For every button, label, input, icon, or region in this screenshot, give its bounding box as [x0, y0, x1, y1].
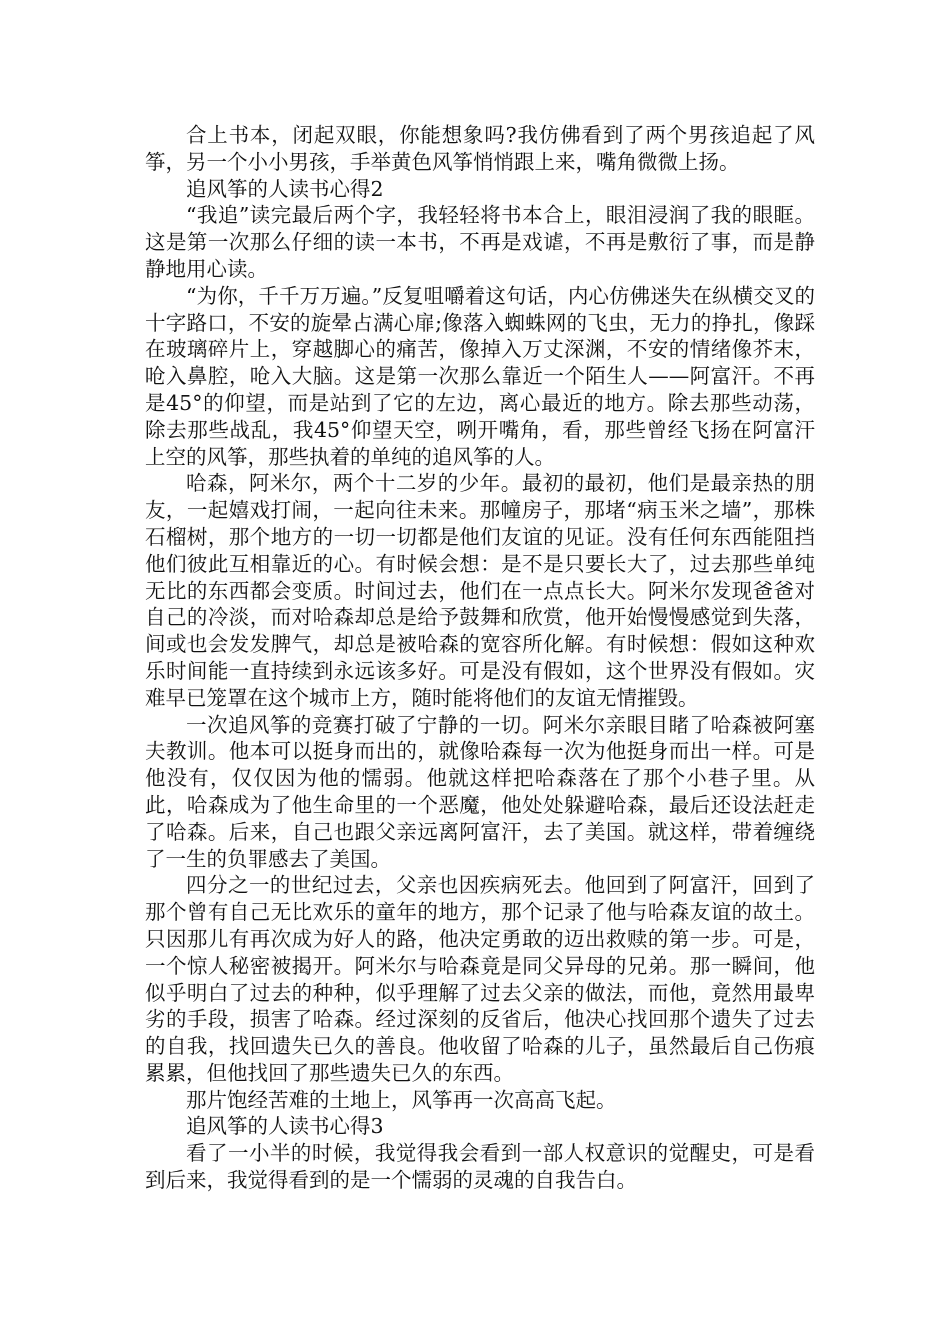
- paragraph: 四分之一的世纪过去，父亲也因疾病死去。他回到了阿富汗，回到了那个曾有自己无比欢乐的童年的地方，那个记录了他与哈森友谊的故土。只因那儿有再次成为好人的路，他决定勇敢的迈出救赎的第一步。可是，一个惊人秘密被揭开。阿米尔与哈森竟是同父异母的兄弟。那一瞬间，他似乎明白了过去的种种，似乎理解了过去父亲的做法，而他，竟然用最卑劣的手段，损害了哈森。经过深刻的反省后，他决心找回那个遗失了过去的自我，找回遗失已久的善良。他收留了哈森的儿子，虽然最后自己伤痕累累，但他找回了那些遗失已久的东西。: [145, 873, 815, 1085]
- paragraph: 合上书本，闭起双眼，你能想象吗?我仿佛看到了两个男孩追起了风筝，另一个小小男孩，手举黄色风筝悄悄跟上来，嘴角微微上扬。: [145, 123, 815, 174]
- paragraph: 哈森，阿米尔，两个十二岁的少年。最初的最初，他们是最亲热的朋友，一起嬉戏打闹，一起向往未来。那幢房子，那堵“病玉米之墙”，那株石榴树，那个地方的一切一切都是他们友谊的见证。没有任何东西能阻挡他们彼此互相靠近的心。有时候会想：是不是只要长大了，过去那些单纯无比的东西都会变质。时间过去，他们在一点点长大。阿米尔发现爸爸对自己的冷淡，而对哈森却总是给予鼓舞和欣赏，他开始慢慢感觉到失落，间或也会发发脾气，却总是被哈森的宽容所化解。有时候想：假如这种欢乐时间能一直持续到永远该多好。可是没有假如，这个世界没有假如。灾难早已笼罩在这个城市上方，随时能将他们的友谊无情摧毁。: [145, 471, 815, 710]
- paragraph: “我追”读完最后两个字，我轻轻将书本合上，眼泪浸润了我的眼眶。这是第一次那么仔细的读一本书，不再是戏谑，不再是敷衍了事，而是静静地用心读。: [145, 203, 815, 281]
- document-body: [145, 122, 815, 1194]
- paragraph: 一次追风筝的竞赛打破了宁静的一切。阿米尔亲眼目睹了哈森被阿塞夫教训。他本可以挺身而出的，就像哈森每一次为他挺身而出一样。可是他没有，仅仅因为他的懦弱。他就这样把哈森落在了那个小巷子里。从此，哈森成为了他生命里的一个恶魔，他处处躲避哈森，最后还设法赶走了哈森。后来，自己也跟父亲远离阿富汗，去了美国。就这样，带着缠绕了一生的负罪感去了美国。: [145, 712, 815, 871]
- section-heading: 追风筝的人读书心得3: [186, 1114, 384, 1139]
- paragraph: 看了一小半的时候，我觉得我会看到一部人权意识的觉醒史，可是看到后来，我觉得看到的是一个懦弱的灵魂的自我告白。: [145, 1141, 815, 1193]
- paragraph: 那片饱经苦难的土地上，风筝再一次高高飞起。: [186, 1087, 617, 1112]
- section-heading: 追风筝的人读书心得2: [186, 176, 384, 201]
- paragraph: “为你，千千万万遍。”反复咀嚼着这句话，内心仿佛迷失在纵横交叉的十字路口，不安的旋晕占满心扉;像落入蜘蛛网的飞虫，无力的挣扎，像踩在玻璃碎片上，穿越脚心的痛苦，像掉入万丈深渊，不安的情绪像芥末，呛入鼻腔，呛入大脑。这是第一次那么靠近一个陌生人——阿富汗。不再是45°的仰望，而是站到了它的左边，离心最近的地方。除去那些动荡，除去那些战乱，我45°仰望天空，咧开嘴角，看，那些曾经飞扬在阿富汗上空的风筝，那些执着的单纯的追风筝的人。: [145, 283, 815, 469]
